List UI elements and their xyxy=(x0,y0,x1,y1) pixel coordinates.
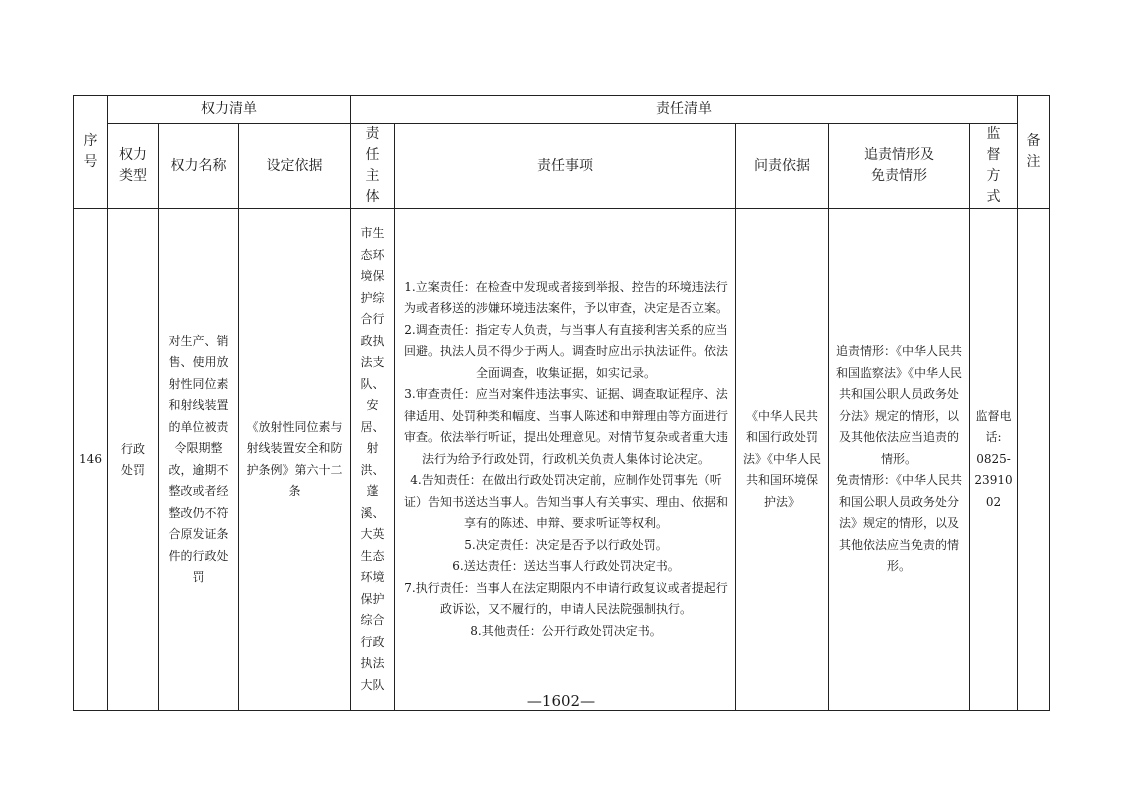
supervision-phone: 0825-2391002 xyxy=(974,451,1013,509)
row-pursue-exempt xyxy=(829,209,970,711)
row-duty-items xyxy=(395,209,736,711)
header-pursue-exempt: 追责情形及免责情形 xyxy=(829,124,970,209)
header-power-type: 权力类型 xyxy=(108,124,159,209)
responsibility-table xyxy=(73,95,1050,711)
header-basis: 设定依据 xyxy=(239,124,351,209)
row-remark xyxy=(1018,209,1050,711)
duty-item: 3.审查责任：应当对案件违法事实、证据、调查取证程序、法律适用、处罚种类和幅度、当事人陈述和申辩理由等方面进行审查。依法举行听证，提出处理意见。对情节复杂或者重大违法行为给予行政处罚，行政机关负责人集体讨论决定。 xyxy=(403,387,728,466)
row-duty-subject: 市生态环境保护综合行政执法支队、安居、射洪、蓬溪、大英生态环境保护综合行政执法大队 xyxy=(351,209,395,711)
exempt-text: 免责情形：《中华人民共和国公职人员政务处分法》规定的情形，以及其他依法应当免责的情形。 xyxy=(835,473,962,574)
row-basis: 《放射性同位素与射线装置安全和防护条例》第六十二条 xyxy=(239,209,351,711)
pursue-text: 追责情形：《中华人民共和国监察法》《中华人民共和国公职人员政务处分法》规定的情形，以及其他依法应当追责的情形。 xyxy=(835,344,962,466)
duty-item: 6.送达责任：送达当事人行政处罚决定书。 xyxy=(452,559,680,574)
duty-item: 4.告知责任：在做出行政处罚决定前，应制作处罚事先（听证）告知书送达当事人。告知当事人有关事实、理由、依据和享有的陈述、申辩、要求听证等权利。 xyxy=(403,473,728,531)
duty-item: 7.执行责任：当事人在法定期限内不申请行政复议或者提起行政诉讼，又不履行的，申请人民法院强制执行。 xyxy=(404,580,728,617)
row-power-name: 对生产、销售、使用放射性同位素和射线装置的单位被责令限期整改，逾期不整改或者经整改仍不符合原发证条件的行政处罚 xyxy=(159,209,239,711)
page-number: —1602— xyxy=(526,692,596,710)
header-duty-list: 责任清单 xyxy=(351,96,1018,124)
row-supervision xyxy=(970,209,1018,711)
header-seq: 序号 xyxy=(74,96,108,209)
duty-item: 8.其他责任：公开行政处罚决定书。 xyxy=(470,623,662,638)
header-remark: 备注 xyxy=(1018,96,1050,209)
header-power-list: 权力清单 xyxy=(108,96,351,124)
row-id: 146 xyxy=(74,209,108,711)
header-supervision: 监督方式 xyxy=(970,124,1018,209)
header-accountability-basis: 问责依据 xyxy=(736,124,829,209)
header-duty-items: 责任事项 xyxy=(395,124,736,209)
row-accountability-basis: 《中华人民共和国行政处罚法》《中华人民共和国环境保护法》 xyxy=(736,209,829,711)
row-power-type: 行政处罚 xyxy=(108,209,159,711)
duty-item: 5.决定责任：决定是否予以行政处罚。 xyxy=(464,537,668,552)
duty-item: 2.调查责任：指定专人负责，与当事人有直接利害关系的应当回避。执法人员不得少于两人。调查时应出示执法证件。依法全面调查，收集证据，如实记录。 xyxy=(403,322,728,380)
supervision-label: 监督电话: xyxy=(975,408,1012,445)
header-duty-subject: 责任主体 xyxy=(351,124,395,209)
duty-item: 1.立案责任：在检查中发现或者接到举报、控告的环境违法行为或者移送的涉嫌环境违法案件，予以审查，决定是否立案。 xyxy=(403,279,728,316)
header-power-name: 权力名称 xyxy=(159,124,239,209)
